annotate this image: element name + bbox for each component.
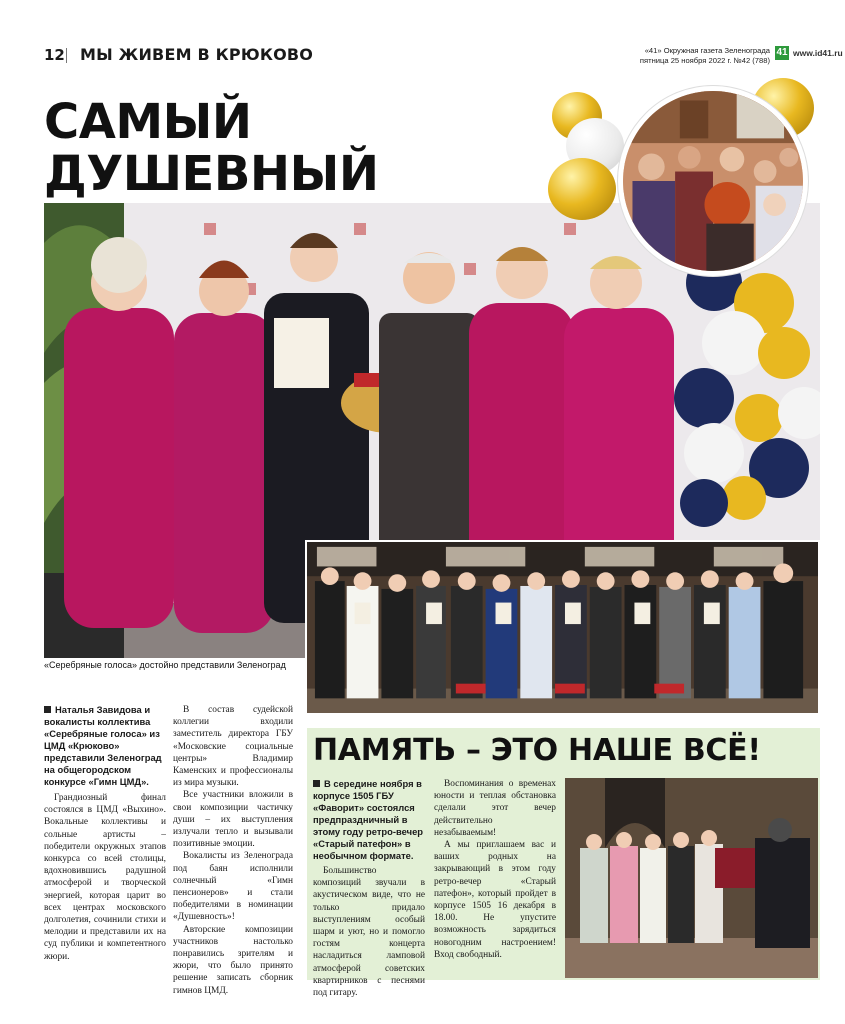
page-number: 12 bbox=[44, 46, 65, 64]
article1-paragraph: Авторские композиции участников настолько понравились зрителям и жюри, что было принято решение записать сборник гимнов ЦМД. bbox=[173, 924, 293, 996]
article2-headline: ПАМЯТЬ – ЭТО НАШЕ ВСЁ! bbox=[313, 733, 761, 768]
bullet-square-icon bbox=[313, 780, 320, 787]
publication-info bbox=[580, 46, 770, 66]
publication-name: «41» Окружная газета Зеленограда bbox=[644, 46, 770, 55]
article1-paragraph: Все участники вложили в свои композиции частичку души – их выступления излучали тепло и вызывали позитивные эмоции. bbox=[173, 790, 293, 850]
award-photo bbox=[307, 542, 818, 713]
article1-column-2 bbox=[173, 704, 293, 997]
article2-lead bbox=[313, 778, 425, 862]
article2-column-2 bbox=[434, 778, 556, 961]
audience-photo-circle bbox=[618, 86, 808, 276]
page-header bbox=[44, 44, 843, 70]
photo-caption: «Серебряные голоса» достойно представили Зеленоград bbox=[44, 660, 286, 670]
article1-lead-text: Наталья Завидова и вокалисты коллектива «Серебряные голоса» из ЦМД «Крюково» представили Зеленоград на общегородском конкурсе «Гимн ЦМД». bbox=[44, 704, 162, 787]
publication-date: пятница 25 ноября 2022 г. №42 (788) bbox=[639, 56, 770, 65]
article2-paragraph: Большинство композиций звучали в акустическом виде, что не только придало выступлениям особый шарм и уют, но и помогло гостям концерта насладиться ламповой атмосферой советских квартирников с песнями под гитару. bbox=[313, 866, 425, 999]
award-ceremony-photo bbox=[305, 540, 820, 715]
article2-column-1 bbox=[313, 778, 425, 999]
audience-photo bbox=[623, 91, 803, 271]
headline-line-2: ДУШЕВНЫЙ bbox=[44, 146, 379, 202]
article1-paragraph: Вокалисты из Зеленограда под баян исполнили солнечный «Гимн пенсионеров» и стали победителями в номинации «Душевность»! bbox=[173, 851, 293, 923]
website-link[interactable]: www.id41.ru bbox=[793, 48, 843, 58]
article1-lead bbox=[44, 704, 166, 788]
article2-paragraph: Воспоминания о временах юности и теплая обстановка сделали этот вечер действительно незабываемым! bbox=[434, 779, 556, 838]
article1-paragraph: В состав судейской коллегии входили заместитель директора ГБУ «Московские социальные центры» Владимир Каменских и профессионалы из мира музыки. bbox=[173, 705, 293, 789]
header-divider bbox=[66, 48, 67, 63]
bullet-square-icon bbox=[44, 706, 51, 713]
article1-paragraph: Грандиозный финал состоялся в ЦМД «Выхино». Вокальные коллективы и сольные артисты – победители окружных этапов конкурса со всей столицы, вдохновившись радушной атмосферой и творческой энергией, которая царит во всех центрах московского долголетия, сочинили стихи и мелодии и представили их на суд публики и компетентного жюри. bbox=[44, 793, 166, 962]
retro-photo bbox=[565, 778, 818, 978]
headline-line-1: САМЫЙ bbox=[44, 94, 252, 150]
newspaper-logo: 41 bbox=[776, 47, 788, 58]
article2-paragraph: А мы приглашаем вас и ваших родных на закрывающий в этом году ретро-вечер «Старый патефон», который пройдет в корпусе 1505 16 декабря в 18.00. Не упустите возможность зарядиться новогодним настроением! Вход свободный. bbox=[434, 840, 556, 960]
article1-column-1 bbox=[44, 704, 166, 963]
balloon-gold bbox=[548, 158, 616, 220]
article2-lead-text: В середине ноября в корпусе 1505 ГБУ «Фаворит» состоялся предпраздничный в этому году ретро-вечер «Старый патефон» в необычном формате. bbox=[313, 778, 424, 861]
retro-evening-photo bbox=[565, 778, 818, 978]
section-title: МЫ ЖИВЕМ В КРЮКОВО bbox=[80, 45, 314, 64]
